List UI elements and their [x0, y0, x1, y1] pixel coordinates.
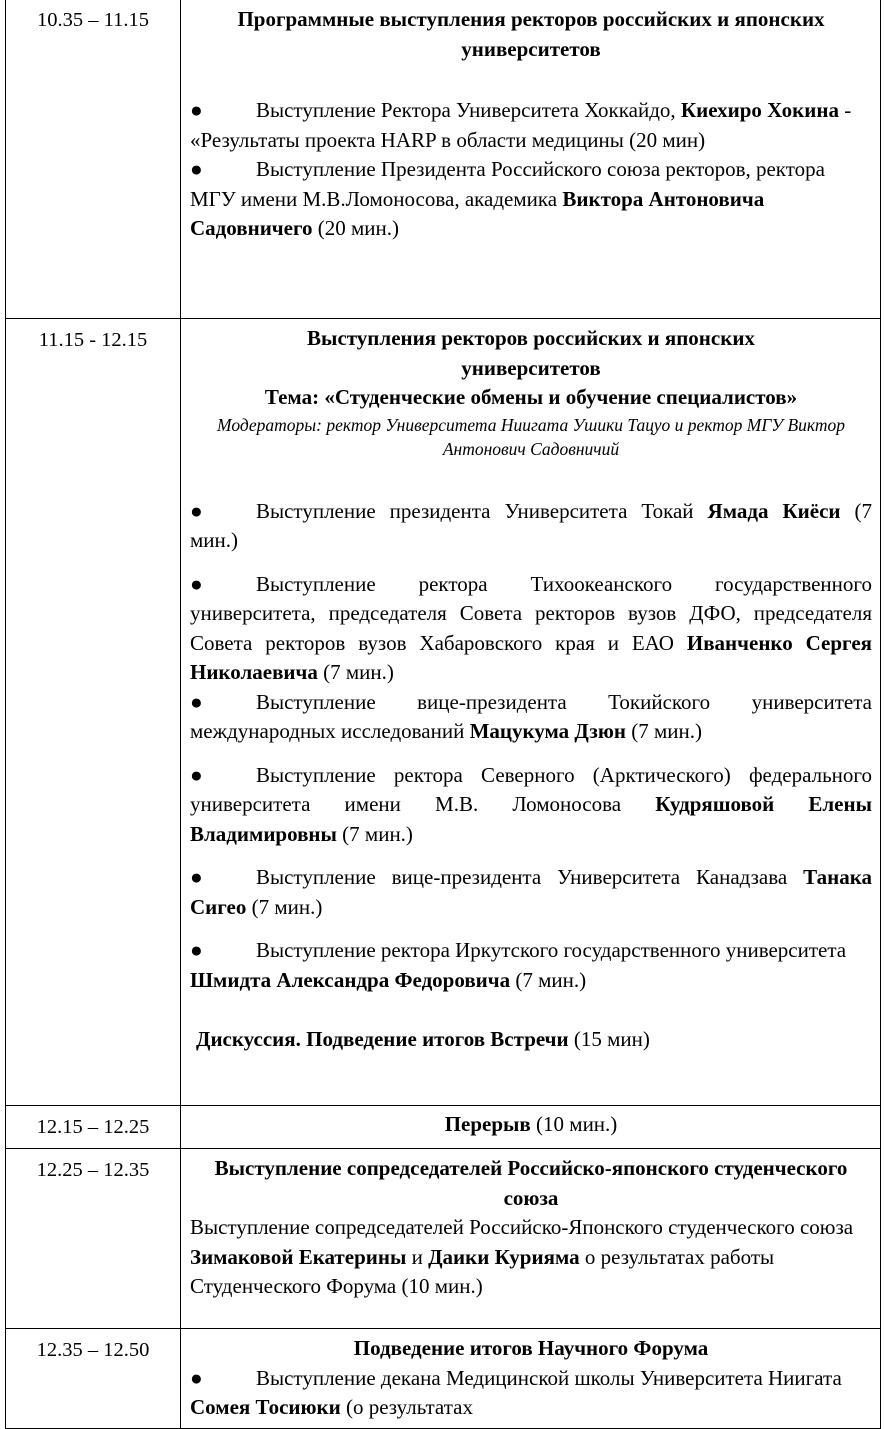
- schedule-row: [6, 0, 881, 319]
- time-cell: 12.35 – 12.50: [6, 1329, 181, 1429]
- speaker-name: Виктора Антоновича Садовничего: [190, 186, 765, 240]
- list-item: ● Выступление ректора Северного (Арктического) федерального университета имени М.В. Ломоносова Кудряшовой Елены Владимировны (7 мин.): [190, 762, 872, 846]
- list-item: ● Выступление вице-президента Университета Канадзава Танака Сигео (7 мин.): [190, 865, 872, 919]
- speaker-name: Иванченко Сергея Николаевича: [190, 630, 872, 684]
- schedule-row: [6, 1329, 881, 1429]
- content-cell: [181, 1106, 881, 1149]
- bullet-icon: ●: [190, 865, 203, 889]
- speaker-name: Танака Сигео: [190, 865, 872, 919]
- session-title: Подведение итогов Научного Форума: [353, 1336, 709, 1360]
- bullet-icon: ●: [190, 571, 203, 596]
- speaker-name: Шмидта Александра Федоровича: [190, 967, 511, 992]
- bullet-icon: ●: [190, 938, 203, 962]
- list-item: ● Выступление президента Университета Токай Ямада Киёси (7 мин.): [190, 498, 872, 552]
- speaker-name: Зимаковой Екатерины: [190, 1244, 407, 1269]
- session-body: Выступление сопредседателей Российско-Японского студенческого союза Зимаковой Екатерины и Даики Курияма о результатах работы Студенческого Форума (10 мин.): [190, 1215, 854, 1298]
- list-item: ● Выступление ректора Иркутского государственного университета Шмидта Александра Федоровича (7 мин.): [190, 938, 847, 992]
- content-cell: [181, 1329, 881, 1429]
- session-title: Выступления ректоров российских и японских университетов: [307, 326, 755, 380]
- speaker-name: Киехиро Хокина: [680, 98, 839, 122]
- schedule-row: [6, 1149, 881, 1329]
- time-cell: 12.25 – 12.35: [6, 1149, 181, 1329]
- speaker-name: Даики Курияма: [428, 1244, 580, 1269]
- list-item: ● Выступление ректора Тихоокеанского государственного университета, председателя Совета ректоров вузов ДФО, председателя Совета ректоров вузов Хабаровского края и ЕАО Иванченко Сергея Николаевича (7 мин.): [190, 571, 872, 684]
- list-item: ● Выступление декана Медицинской школы Университета Ниигата Сомея Тосиюки (о результатах: [190, 1365, 842, 1419]
- moderators: Модераторы: ректор Университета Ниигата Ушики Тацуо и ректор МГУ Виктор Антонович Садовничий: [216, 414, 845, 459]
- bullet-icon: ●: [190, 1365, 203, 1390]
- bullet-icon: ●: [190, 498, 203, 523]
- discussion-line: Дискуссия. Подведение итогов Встречи (15 мин): [196, 1027, 650, 1051]
- bullet-icon: ●: [190, 157, 203, 181]
- bullet-icon: ●: [190, 689, 203, 714]
- session-title: Выступление сопредседателей Российско-японского студенческого союза: [214, 1156, 848, 1210]
- speaker-name: Мацукума Дзюн: [469, 719, 626, 743]
- content-cell: [181, 1149, 881, 1329]
- time-cell: 11.15 - 12.15: [6, 319, 181, 1106]
- time-cell: 10.35 – 11.15: [6, 0, 181, 319]
- speaker-name: Кудряшовой Елены Владимировны: [190, 792, 872, 846]
- content-cell: [181, 319, 881, 1106]
- list-item: ● Выступление Президента Российского союза ректоров, ректора МГУ имени М.В.Ломоносова, академика Виктора Антоновича Садовничего (20 мин.): [190, 157, 825, 240]
- list-item: ● Выступление вице-президента Токийского университета международных исследований Мацукума Дзюн (7 мин.): [190, 689, 872, 743]
- speaker-name: Ямада Киёси: [707, 498, 841, 523]
- schedule-row: [6, 319, 881, 1106]
- list-item: ● Выступление Ректора Университета Хоккайдо, Киехиро Хокина - «Результаты проекта HARP в области медицины (20 мин): [190, 98, 852, 152]
- session-theme: Тема: «Студенческие обмены и обучение специалистов»: [264, 385, 798, 409]
- session-title: Программные выступления ректоров российских и японских университетов: [237, 7, 825, 61]
- schedule-table: [5, 0, 881, 1429]
- schedule-row: [6, 1106, 881, 1149]
- content-cell: [181, 0, 881, 319]
- bullet-icon: ●: [190, 762, 203, 787]
- time-cell: 12.15 – 12.25: [6, 1106, 181, 1149]
- session-title: Перерыв (10 мин.): [444, 1112, 618, 1136]
- speaker-name: Сомея Тосиюки: [190, 1395, 341, 1419]
- bullet-icon: ●: [190, 98, 203, 122]
